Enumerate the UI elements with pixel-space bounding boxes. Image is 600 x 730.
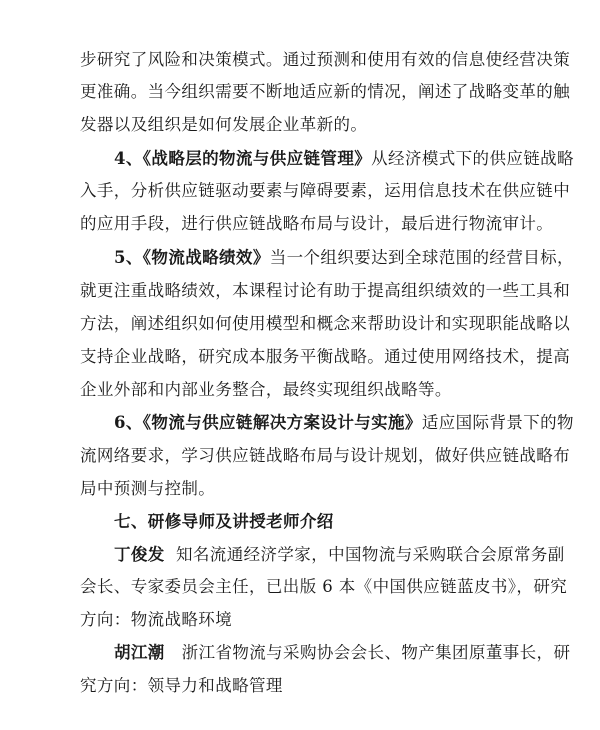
item-4-line-2: 入手，分析供应链驱动要素与障碍要素，运用信息技术在供应链中 (80, 181, 571, 200)
item-5-title: 《物流战略绩效》 (142, 248, 270, 267)
item-5-number: 5、 (114, 248, 143, 267)
teacher-1-name: 丁俊发 (114, 545, 165, 564)
item-5-line-4: 支持企业战略，研究成本服务平衡战略。通过使用网络技术，提高 (80, 347, 571, 366)
item-5-text: 当一个组织要达到全球范围的经营目标， (269, 248, 574, 267)
item-6-number: 6、 (114, 413, 143, 432)
item-5-first-line (114, 248, 574, 268)
teacher-1-text: 知名流通经济学家，中国物流与采购联合会原常务副 (176, 545, 565, 564)
item-6-first-line (114, 413, 574, 433)
intro-line-1: 步研究了风险和决策模式。通过预测和使用有效的信息使经营决策 (80, 50, 571, 69)
teacher-2-first-line (114, 643, 570, 663)
item-4-number: 4、 (114, 149, 143, 168)
teacher-2-text: 浙江省物流与采购协会会长、物产集团原董事长，研 (181, 643, 571, 662)
item-6-line-3: 局中预测与控制。 (80, 479, 216, 498)
teacher-2-name: 胡江潮 (114, 643, 165, 662)
item-4-title: 《战略层的物流与供应链管理》 (142, 149, 372, 168)
teacher-2-line-2: 究方向：领导力和战略管理 (80, 676, 283, 695)
item-6-title: 《物流与供应链解决方案设计与实施》 (142, 413, 422, 432)
item-6-text: 适应国际背景下的物 (421, 413, 574, 432)
intro-line-3: 发器以及组织是如何发展企业革新的。 (80, 115, 368, 134)
item-5-line-2: 就更注重战略绩效，本课程讨论有助于提高组织绩效的一些工具和 (80, 281, 571, 300)
item-4-first-line (114, 149, 574, 169)
intro-line-2: 更准确。当今组织需要不断地适应新的情况，阐述了战略变革的触 (80, 82, 571, 101)
teacher-1-line-2: 会长、专家委员会主任，已出版 6 本《中国供应链蓝皮书》，研究 (80, 577, 568, 596)
item-4-line-3: 的应用手段，进行供应链战略布局与设计，最后进行物流审计。 (80, 214, 554, 233)
section-7-heading: 七、研修导师及讲授老师介绍 (114, 512, 334, 531)
item-5-line-5: 企业外部和内部业务整合，最终实现组织战略等。 (80, 380, 452, 399)
item-4-text: 从经济模式下的供应链战略 (371, 149, 574, 168)
teacher-1-line-3: 方向：物流战略环境 (80, 610, 233, 629)
item-5-line-3: 方法，阐述组织如何使用模型和概念来帮助设计和实现职能战略以 (80, 314, 571, 333)
item-6-line-2: 流网络要求，学习供应链战略布局与设计规划，做好供应链战略布 (80, 446, 571, 465)
teacher-1-first-line (114, 545, 565, 565)
